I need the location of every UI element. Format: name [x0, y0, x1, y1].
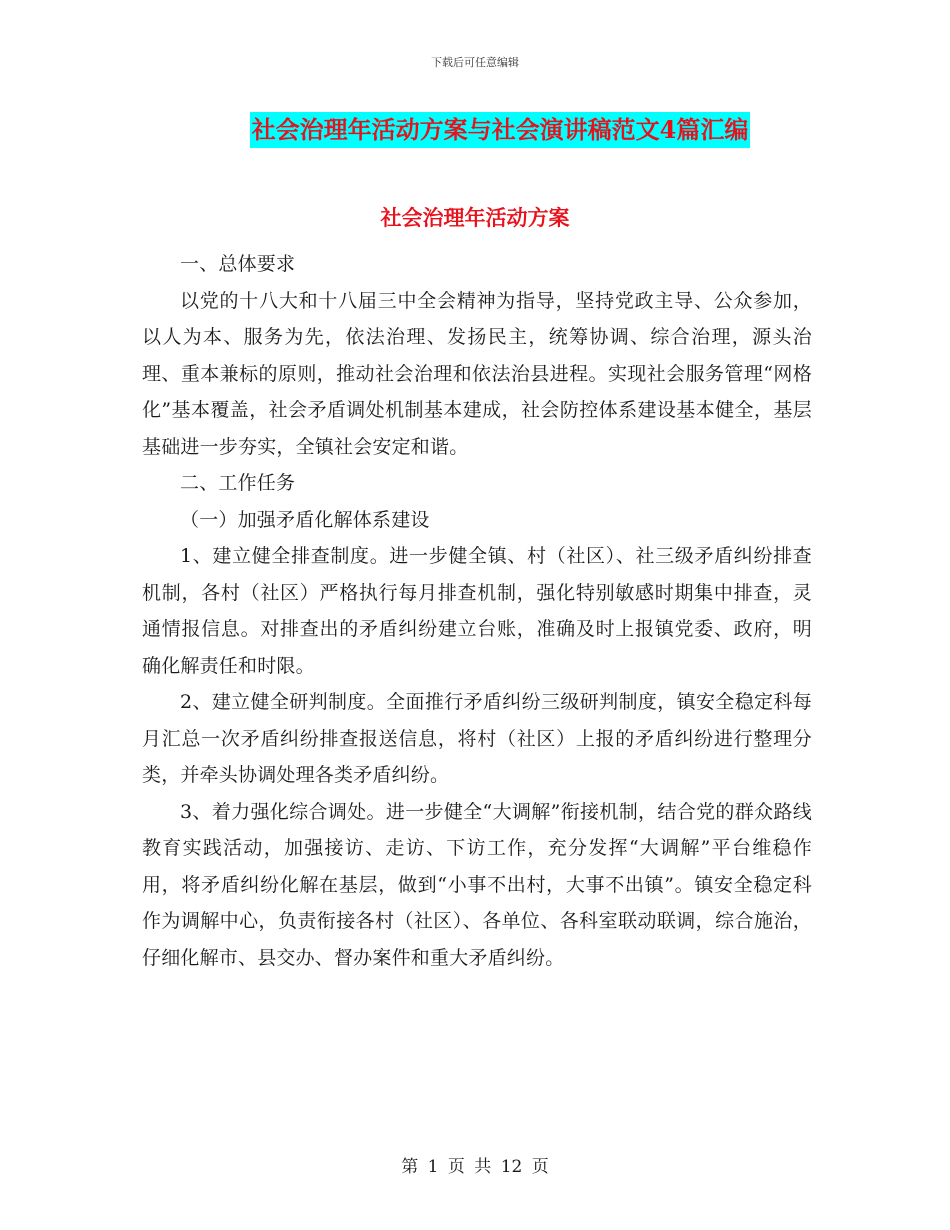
body-paragraph: 以党的十八大和十八届三中全会精神为指导，坚持党政主导、公众参加，以人为本、服务为先，依法治理、发扬民主，统筹协调、综合治理，源头治理、重本兼标的原则，推动社会治理和依法治县进程。实现社会服务管理“网格化”基本覆盖，社会矛盾调处机制基本建成，社会防控体系建设基本健全，基层基础进一步夯实，全镇社会安定和谐。 — [142, 289, 812, 458]
body-paragraph: 2、建立健全研判制度。全面推行矛盾纠纷三级研判制度，镇安全稳定科每月汇总一次矛盾纠纷排查报送信息，将村（社区）上报的矛盾纠纷进行整理分类，并牵头协调处理各类矛盾纠纷。 — [142, 691, 812, 786]
page-header-note: 下载后可任意编辑 — [431, 56, 519, 69]
body-paragraph: 1、建立健全排查制度。进一步健全镇、村（社区）、社三级矛盾纠纷排查机制，各村（社区）严格执行每月排查机制，强化特别敏感时期集中排查，灵通情报信息。对排查出的矛盾纠纷建立台账，准确及时上报镇党委、政府，明确化解责任和时限。 — [142, 545, 812, 677]
document-body — [142, 246, 812, 976]
body-paragraph: 3、着力强化综合调处。进一步健全“大调解”衔接机制，结合党的群众路线教育实践活动，加强接访、走访、下访工作，充分发挥“大调解”平台维稳作用，将矛盾纠纷化解在基层，做到“小事不出村，大事不出镇”。镇安全稳定科作为调解中心，负责衔接各村（社区）、各单位、各科室联动联调，综合施治，仔细化解市、县交办、督办案件和重大矛盾纠纷。 — [142, 800, 812, 969]
heading-general-requirements: 一、总体要求 — [180, 253, 296, 275]
page-number-footer: 第 1 页 共 12 页 — [401, 1157, 549, 1177]
document-title: 社会治理年活动方案与社会演讲稿范文4篇汇编 — [250, 112, 751, 148]
subheading-conflict-resolution: （一）加强矛盾化解体系建设 — [180, 508, 430, 531]
heading-work-tasks: 二、工作任务 — [180, 472, 296, 494]
section-title: 社会治理年活动方案 — [380, 205, 570, 230]
document-title-container — [0, 112, 950, 148]
